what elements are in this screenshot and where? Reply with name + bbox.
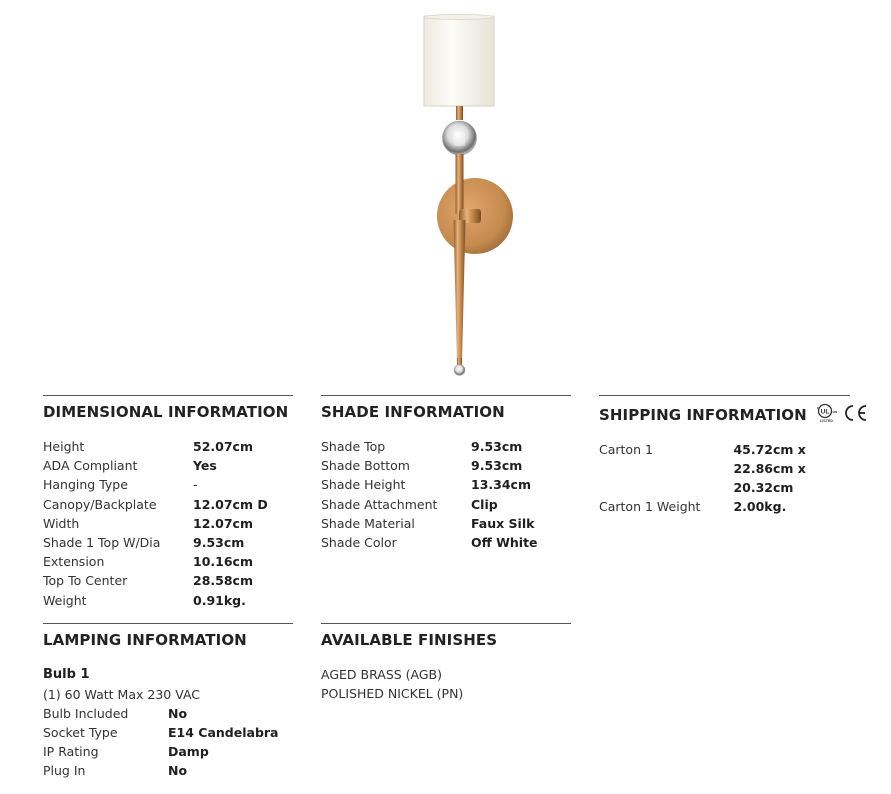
dimensional-info-section [43,395,293,610]
spec-label: Shade Color [321,535,397,551]
spec-value: 52.07cm [193,439,253,454]
available-finishes-section [321,623,571,703]
spec-label: Shade Height [321,477,406,493]
spec-value: 9.53cm [471,439,523,454]
spec-label: Shade 1 Top W/Dia [43,535,161,551]
section-title: SHADE INFORMATION [321,403,505,421]
spec-value: Yes [193,458,217,474]
spec-row [321,456,571,475]
spec-label: Height [43,439,85,454]
spec-table [43,665,293,781]
spec-value: Clip [471,496,498,512]
spec-row [43,437,293,456]
certification-icons [816,403,868,423]
spec-row [321,437,571,456]
spec-table [599,440,850,516]
spec-value: - [193,477,198,493]
divider [43,395,293,396]
svg-text:UL: UL [820,408,830,416]
divider [321,395,571,396]
section-title: AVAILABLE FINISHES [321,631,498,649]
spec-value: Damp [168,744,209,760]
spec-label: Width [43,515,80,531]
spec-value: 9.53cm [193,535,245,551]
spec-value: Faux Silk [471,515,535,531]
spec-value: 28.58cm [193,573,253,589]
spec-row [43,761,293,780]
section-title [599,403,850,424]
spec-label: Socket Type [43,724,118,740]
ul-listed-icon [816,403,842,423]
spec-row [599,497,850,516]
spec-row [43,533,293,552]
spec-label: Shade Top [321,439,386,454]
spec-label: Canopy/Backplate [43,496,157,512]
spec-row [321,533,571,552]
shipping-info-section [599,395,850,516]
spec-row [321,514,571,533]
section-title-text: SHIPPING INFORMATION [599,406,807,424]
finish-item: AGED BRASS (AGB) [321,667,443,682]
spec-label: Bulb Included [43,705,129,721]
spec-row [43,456,293,475]
divider [599,395,850,396]
svg-text:LISTED: LISTED [819,419,833,423]
spec-value: 12.07cm [193,515,253,531]
spec-value: 0.91kg. [193,592,246,608]
spec-row [43,704,293,723]
spec-row [321,475,571,494]
lamping-info-section [43,623,293,781]
spec-label: Shade Attachment [321,496,438,512]
spec-row [599,440,850,497]
divider [321,623,571,624]
spec-row [43,591,293,610]
spec-row [43,742,293,761]
spec-value: 2.00kg. [733,499,787,514]
spec-label: Shade Material [321,515,415,531]
wall-sconce-image [400,10,530,380]
finish-list [321,665,571,703]
spec-table [321,437,571,552]
spec-row [321,495,571,514]
ce-mark-icon [842,403,868,423]
spec-row [43,514,293,533]
spec-row [43,571,293,590]
spec-row [43,552,293,571]
spec-value: No [168,763,188,779]
spec-value: Off White [471,535,538,551]
svg-text:us: us [832,409,838,414]
spec-label: Shade Bottom [321,458,410,474]
spec-label: Weight [43,592,87,608]
spec-value: 13.34cm [471,477,531,493]
spec-label: ADA Compliant [43,458,138,474]
spec-value: 9.53cm [471,458,523,474]
spec-row [43,495,293,514]
bulb-description: (1) 60 Watt Max 230 VAC [43,686,201,702]
spec-label: Top To Center [43,573,128,589]
spec-label: Carton 1 Weight [599,499,701,514]
spec-row [43,723,293,742]
spec-value: 45.72cm x 22.86cm x 20.32cm [733,442,806,495]
spec-label: Plug In [43,763,86,779]
spec-value: 10.16cm [193,554,253,570]
spec-value: E14 Candelabra [168,724,279,740]
svg-text:c: c [816,405,820,410]
divider [43,623,293,624]
spec-value: No [168,705,188,721]
shade-info-section [321,395,571,552]
bulb-title: Bulb 1 [43,667,90,682]
product-image [400,10,530,380]
section-title: DIMENSIONAL INFORMATION [43,403,289,421]
section-title: LAMPING INFORMATION [43,631,247,649]
spec-label: Extension [43,554,105,570]
finish-item: POLISHED NICKEL (PN) [321,686,464,702]
spec-row [43,475,293,494]
spec-label: Carton 1 [599,442,653,457]
spec-table [43,437,293,610]
spec-value: 12.07cm D [193,496,268,512]
spec-label: IP Rating [43,744,99,760]
spec-label: Hanging Type [43,477,128,493]
